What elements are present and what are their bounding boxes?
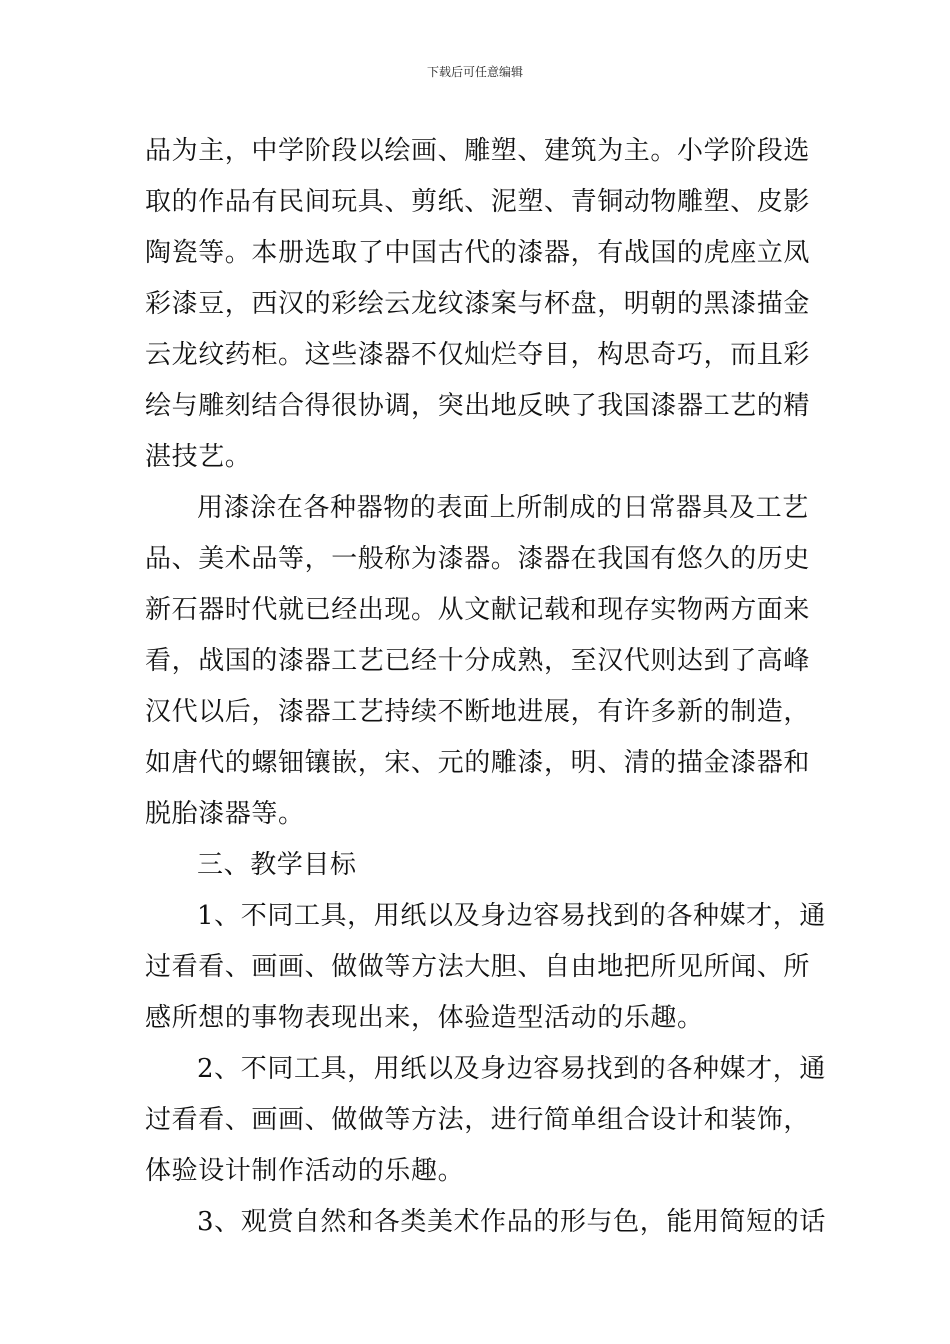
goal-item-1 xyxy=(145,891,826,1044)
paragraph-intro-continued xyxy=(145,126,815,483)
text-line: 取的作品有民间玩具、剪纸、泥塑、青铜动物雕塑、皮影 xyxy=(145,187,811,217)
text-line: 湛技艺。 xyxy=(145,442,252,472)
text-line: 1、不同工具，用纸以及身边容易找到的各种媒才，通 xyxy=(197,901,826,931)
text-line: 2、不同工具，用纸以及身边容易找到的各种媒才，通 xyxy=(197,1054,826,1084)
page-header: 下载后可任意编辑 xyxy=(426,65,523,79)
text-line: 品为主，中学阶段以绘画、雕塑、建筑为主。小学阶段选 xyxy=(145,136,811,166)
text-line: 脱胎漆器等。 xyxy=(145,799,305,829)
section-heading-teaching-goals xyxy=(145,840,815,891)
text-line: 新石器时代就已经出现。从文献记载和现存实物两方面来 xyxy=(145,595,811,625)
text-line: 用漆涂在各种器物的表面上所制成的日常器具及工艺 xyxy=(197,493,809,523)
text-line: 感所想的事物表现出来，体验造型活动的乐趣。 xyxy=(145,1003,704,1033)
text-line: 3、观赏自然和各类美术作品的形与色，能用简短的话 xyxy=(197,1207,826,1237)
goal-item-2 xyxy=(145,1044,826,1197)
document-body xyxy=(145,126,826,1248)
text-line: 云龙纹药柜。这些漆器不仅灿烂夺目，构思奇巧，而且彩 xyxy=(145,340,811,370)
text-line: 体验设计制作活动的乐趣。 xyxy=(145,1156,465,1186)
text-line: 看，战国的漆器工艺已经十分成熟，至汉代则达到了高峰 xyxy=(145,646,811,676)
text-line: 品、美术品等，一般称为漆器。漆器在我国有悠久的历史 xyxy=(145,544,811,574)
text-line: 如唐代的螺钿镶嵌，宋、元的雕漆，明、清的描金漆器和 xyxy=(145,748,811,778)
text-line: 绘与雕刻结合得很协调，突出地反映了我国漆器工艺的精 xyxy=(145,391,811,421)
section-heading: 三、教学目标 xyxy=(197,850,357,880)
goal-item-3 xyxy=(145,1197,826,1248)
text-line: 彩漆豆，西汉的彩绘云龙纹漆案与杯盘，明朝的黑漆描金 xyxy=(145,289,811,319)
text-line: 过看看、画画、做做等方法大胆、自由地把所见所闻、所 xyxy=(145,952,811,982)
paragraph-lacquerware xyxy=(145,483,815,840)
text-line: 汉代以后，漆器工艺持续不断地进展，有许多新的制造， xyxy=(145,697,811,727)
text-line: 陶瓷等。本册选取了中国古代的漆器，有战国的虎座立凤 xyxy=(145,238,811,268)
text-line: 过看看、画画、做做等方法，进行简单组合设计和装饰， xyxy=(145,1105,811,1135)
